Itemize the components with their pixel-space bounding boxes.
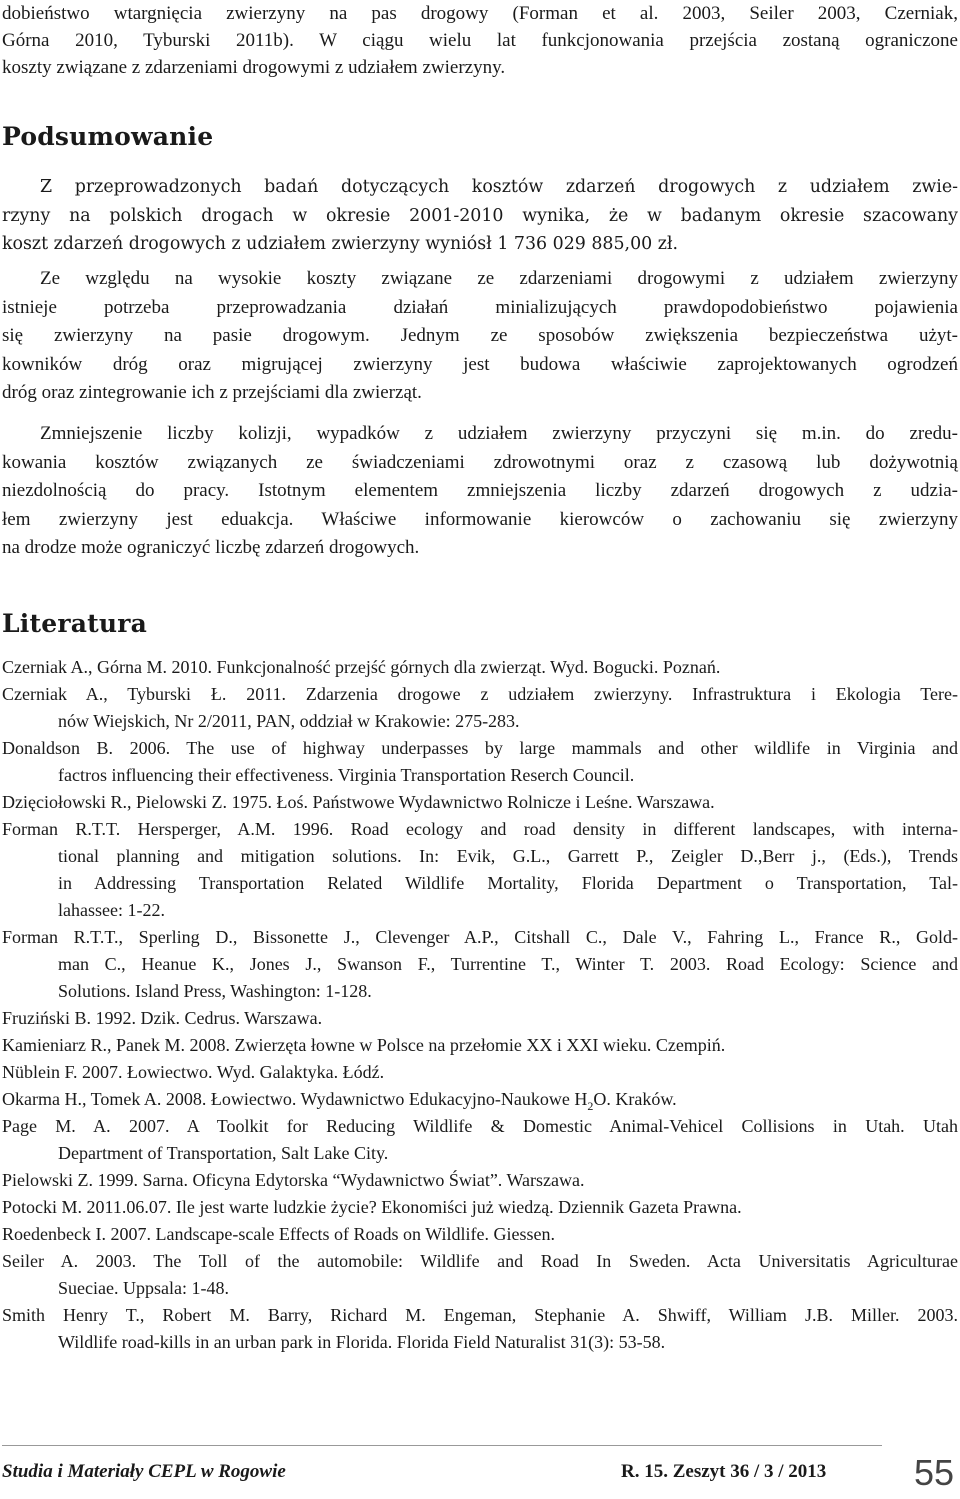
reference-line: tional planning and mitigation solutions. In: Evik, G.L., Garrett P., Zeigler D.,Berr j., (Eds.), Trends: [58, 846, 958, 866]
reference-line: Sueciae. Uppsala: 1-48.: [58, 1278, 229, 1298]
reference-entry: [2, 1005, 958, 1032]
reference-text: O. Kraków.: [593, 1089, 677, 1109]
section-heading-literature: Literatura: [2, 609, 147, 638]
summary-paragraph-2: [2, 265, 958, 408]
reference-entry: [2, 681, 958, 735]
paragraph-line: dróg oraz zintegrowanie ich z przejściami dla zwierząt.: [2, 382, 422, 403]
reference-line: Roedenbeck I. 2007. Landscape-scale Effects of Roads on Wildlife. Giessen.: [2, 1224, 555, 1244]
page-number: 55: [914, 1452, 955, 1493]
reference-entry: [2, 654, 958, 681]
paragraph-line: się zwierzyny na pasie drogowym. Jednym ze sposobów zwiększenia bezpieczeństwa użyt-: [2, 325, 958, 346]
reference-entry: [2, 1221, 958, 1248]
subscript-text: 2: [587, 1099, 594, 1113]
reference-entry: [2, 816, 958, 924]
reference-list: [2, 654, 958, 1356]
reference-line: Dzięciołowski R., Pielowski Z. 1975. Łoś. Państwowe Wydawnictwo Rolnicze i Leśne. Warszawa.: [2, 792, 715, 812]
reference-entry: [2, 1248, 958, 1302]
reference-line: lahassee: 1-22.: [58, 900, 165, 920]
reference-line: [2, 1086, 958, 1113]
paragraph-line: niezdolnością do pracy. Istotnym elementem zmniejszenia liczby zdarzeń drogowych z udzia-: [2, 480, 958, 501]
footer-journal-title: Studia i Materiały CEPL w Rogowie: [2, 1461, 286, 1482]
footer-issue: R. 15. Zeszyt 36 / 3 / 2013: [621, 1461, 827, 1482]
reference-text: Okarma H., Tomek A. 2008. Łowiectwo. Wydawnictwo Edukacyjno-Naukowe H: [2, 1089, 588, 1109]
intro-line: dobieństwo wtargnięcia zwierzyny na pas drogowy (Forman et al. 2003, Seiler 2003, Czerniak,: [2, 3, 958, 24]
reference-line: Nüblein F. 2007. Łowiectwo. Wyd. Galaktyka. Łódź.: [2, 1062, 385, 1082]
reference-entry: [2, 1086, 958, 1113]
reference-line: nów Wiejskich, Nr 2/2011, PAN, oddział w Krakowie: 275-283.: [58, 711, 520, 731]
reference-line: in Addressing Transportation Related Wildlife Mortality, Florida Department o Transportation, Tal-: [58, 873, 958, 893]
reference-entry: [2, 789, 958, 816]
reference-line: Department of Transportation, Salt Lake City.: [58, 1143, 389, 1163]
reference-entry: [2, 924, 958, 1005]
paragraph-line: na drodze może ograniczyć liczbę zdarzeń drogowych.: [2, 537, 420, 558]
paragraph-line: Zmniejszenie liczby kolizji, wypadków z udziałem zwierzyny przyczyni się m.in. do zredu-: [40, 423, 958, 444]
reference-entry: [2, 1059, 958, 1086]
paragraph-line: łem zwierzyny jest eduakcja. Właściwe informowanie kierowców o zachowaniu się zwierzyny: [2, 508, 958, 530]
reference-entry: [2, 1113, 958, 1167]
reference-entry: [2, 735, 958, 789]
reference-line: man C., Heanue K., Jones J., Swanson F., Turrentine T., Winter T. 2003. Road Ecology: Science and: [58, 954, 958, 974]
reference-line: Forman R.T.T., Sperling D., Bissonette J., Clevenger A.P., Citshall C., Dale V., Fahring L., France R., Gold-: [2, 927, 958, 947]
reference-entry: [2, 1194, 958, 1221]
reference-line: Kamieniarz R., Panek M. 2008. Zwierzęta łowne w Polsce na przełomie XX i XXI wieku. Czempiń.: [2, 1035, 726, 1055]
paragraph-line: kowania kosztów związanych ze świadczeniami zdrowotnymi oraz z czasową lub dożywotnią: [2, 451, 958, 473]
paragraph-line: koszt zdarzeń drogowych z udziałem zwierzyny wyniósł 1 736 029 885,00 zł.: [2, 234, 679, 254]
reference-line: Smith Henry T., Robert M. Barry, Richard M. Engeman, Stephanie A. Shwiff, William J.B. Miller. 2003.: [2, 1305, 958, 1325]
paragraph-line: kowników dróg oraz migrującej zwierzyny jest budowa właściwie zaprojektowanych ogrodzeń: [2, 353, 958, 375]
intro-paragraph: [2, 0, 958, 81]
reference-line: Wildlife road-kills in an urban park in Florida. Florida Field Naturalist 31(3): 53-58.: [58, 1332, 666, 1352]
paragraph-line: Z przeprowadzonych badań dotyczących kosztów zdarzeń drogowych z udziałem zwie-: [40, 177, 958, 197]
intro-line: koszty związane z zdarzeniami drogowymi z udziałem zwierzyny.: [2, 57, 506, 78]
reference-line: Forman R.T.T. Hersperger, A.M. 1996. Road ecology and road density in different landscapes, with interna-: [2, 819, 958, 839]
intro-line: Górna 2010, Tyburski 2011b). W ciągu wielu lat funkcjonowania przejścia zostaną ograniczone: [2, 30, 958, 51]
summary-paragraph-1: [2, 173, 958, 259]
paragraph-line: Ze względu na wysokie koszty związane ze zdarzeniami drogowymi z udziałem zwierzyny: [40, 268, 958, 289]
reference-line: Seiler A. 2003. The Toll of the automobile: Wildlife and Road In Sweden. Acta Universitatis Agriculturae: [2, 1251, 958, 1271]
reference-line: Page M. A. 2007. A Toolkit for Reducing Wildlife & Domestic Animal-Vehicel Collisions in Utah. Utah: [2, 1116, 958, 1136]
section-heading-summary: Podsumowanie: [2, 122, 214, 151]
reference-line: Czerniak A., Górna M. 2010. Funkcjonalność przejść górnych dla zwierząt. Wyd. Bogucki. Poznań.: [2, 657, 721, 677]
reference-line: Solutions. Island Press, Washington: 1-128.: [58, 981, 372, 1001]
paragraph-line: istnieje potrzeba przeprowadzania działań minializujących prawdopodobieństwo pojawienia: [2, 296, 958, 318]
reference-line: Czerniak A., Tyburski Ł. 2011. Zdarzenia drogowe z udziałem zwierzyny. Infrastruktura i Ekologia Tere-: [2, 684, 958, 704]
reference-entry: [2, 1167, 958, 1194]
reference-line: Donaldson B. 2006. The use of highway underpasses by large mammals and other wildlife in Virginia and: [2, 738, 958, 758]
reference-line: factros influencing their effectiveness. Virginia Transportation Reserch Council.: [58, 765, 635, 785]
reference-entry: [2, 1032, 958, 1059]
summary-paragraph-3: [2, 420, 958, 563]
reference-line: Potocki M. 2011.06.07. Ile jest warte ludzkie życie? Ekonomiści już wiedzą. Dziennik Gazeta Prawna.: [2, 1197, 742, 1217]
reference-line: Pielowski Z. 1999. Sarna. Oficyna Edytorska “Wydawnictwo Świat”. Warszawa.: [2, 1170, 585, 1190]
reference-line: Fruziński B. 1992. Dzik. Cedrus. Warszawa.: [2, 1008, 323, 1028]
reference-entry: [2, 1302, 958, 1356]
footer-divider: [2, 1445, 882, 1446]
paragraph-line: rzyny na polskich drogach w okresie 2001-2010 wynika, że w badanym okresie szacowany: [2, 205, 958, 226]
